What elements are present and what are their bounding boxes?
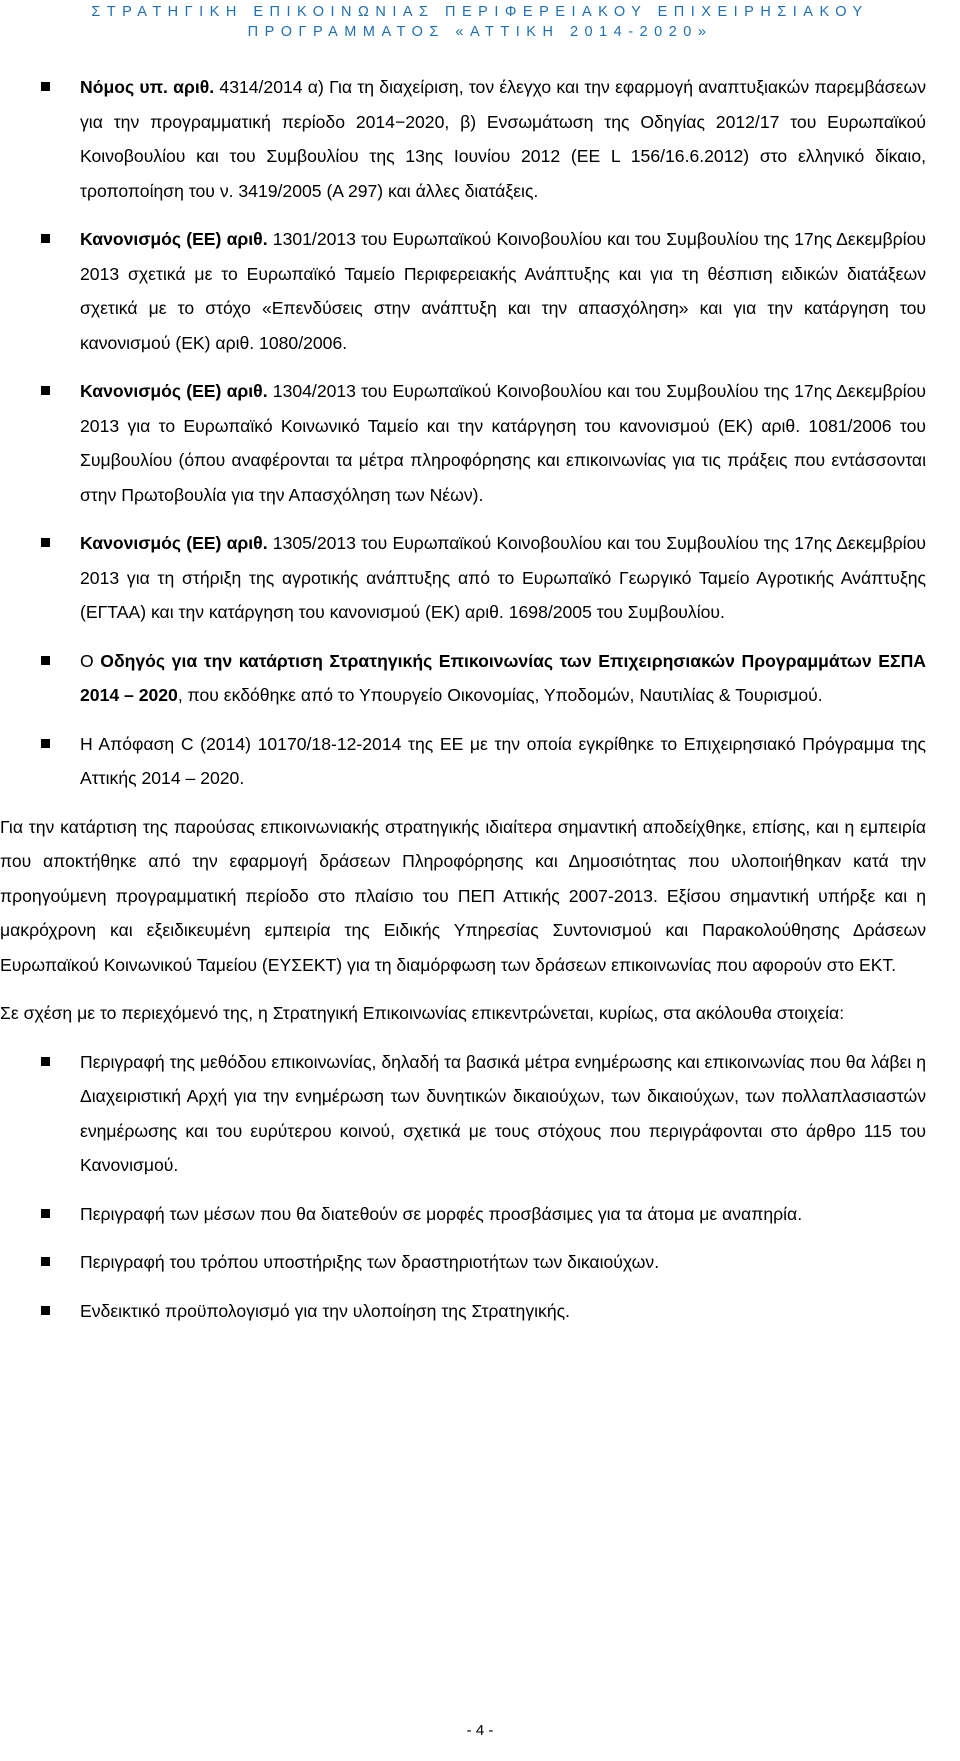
item-bold-lead: Κανονισμός (ΕΕ) αριθ. — [80, 229, 268, 249]
bullet-square-icon — [41, 234, 50, 243]
page-number: - 4 - — [466, 1722, 494, 1739]
item-text: 1304/2013 του Ευρωπαϊκού Κοινοβουλίου και του Συμβουλίου της 17ης Δεκεμβρίου 2013 για το Ευρωπαϊκό Κοινωνικό Ταμείο και την κατάργηση του κανονισμού (ΕΚ) αριθ. 1081/2006 του Συμβουλίου (όπου αναφέρονται τα μέτρα πληροφόρησης και επικοινωνίας για τις πράξεις που εντάσσονται στην Πρωτοβουλία για την Απασχόληση των Νέων). — [80, 381, 926, 505]
item-text: Περιγραφή του τρόπου υποστήριξης των δραστηριοτήτων των δικαιούχων. — [80, 1252, 660, 1272]
bullet-square-icon — [41, 1306, 50, 1315]
list-item — [0, 526, 960, 630]
item-text-pre: Ο — [80, 650, 101, 671]
item-text-post: , που εκδόθηκε από το Υπουργείο Οικονομίας, Υποδομών, Ναυτιλίας & Τουρισμού. — [177, 685, 823, 705]
legal-framework-list — [0, 70, 960, 796]
bullet-square-icon — [41, 739, 50, 748]
list-item — [0, 1294, 960, 1329]
item-text: Περιγραφή των μέσων που θα διατεθούν σε μορφές προσβάσιμες για τα άτομα με αναπηρία. — [80, 1203, 803, 1224]
bullet-square-icon — [41, 1209, 50, 1218]
list-item — [0, 1045, 960, 1183]
document-header — [0, 0, 960, 42]
paragraph-experience: Για την κατάρτιση της παρούσας επικοινωνιακής στρατηγικής ιδιαίτερα σημαντική αποδείχθηκε, επίσης, και η εμπειρία που αποκτήθηκε από την εφαρμογή δράσεων Πληροφόρησης και Δημοσιότητας που υλοποιήθηκαν κατά την προηγούμενη προγραμματική περίοδο στο πλαίσιο του ΠΕΠ Αττικής 2007-2013. Εξίσου σημαντική υπήρξε και η μακρόχρονη και εξειδικευμένη εμπειρία της Ειδικής Υπηρεσίας Συντονισμού και Παρακολούθησης Δράσεων Ευρωπαϊκού Κοινωνικού Ταμείου (ΕΥΣΕΚΤ) για τη διαμόρφωση των δράσεων επικοινωνίας που αφορούν στο ΕΚΤ. — [0, 816, 926, 975]
list-item — [0, 374, 960, 512]
item-text: Η Απόφαση C (2014) 10170/18-12-2014 της ΕΕ με την οποία εγκρίθηκε το Επιχειρησιακό Πρόγραμμα της Αττικής 2014 – 2020. — [80, 733, 926, 788]
item-bold-lead: Νόμος υπ. αριθ. — [80, 77, 215, 97]
page-body — [0, 70, 960, 1328]
bullet-square-icon — [41, 1057, 50, 1066]
list-item — [0, 1245, 960, 1280]
item-text: Ενδεικτικό προϋπολογισμό για την υλοποίηση της Στρατηγικής. — [80, 1300, 570, 1321]
paragraph-content-intro: Σε σχέση με το περιεχόμενό της, η Στρατηγική Επικοινωνίας επικεντρώνεται, κυρίως, στα ακόλουθα στοιχεία: — [0, 1003, 845, 1023]
bullet-square-icon — [41, 656, 50, 665]
item-text: 1301/2013 του Ευρωπαϊκού Κοινοβουλίου και του Συμβουλίου της 17ης Δεκεμβρίου 2013 σχετικά με το Ευρωπαϊκό Ταμείο Περιφερειακής Ανάπτυξης και για τη θέσπιση ειδικών διατάξεων σχετικά με το στόχο «Επενδύσεις στην ανάπτυξη και την απασχόληση» και για την κατάργηση του κανονισμού (ΕΚ) αριθ. 1080/2006. — [80, 229, 926, 353]
item-text: Περιγραφή της μεθόδου επικοινωνίας, δηλαδή τα βασικά μέτρα ενημέρωσης και επικοινωνίας που θα λάβει η Διαχειριστική Αρχή για την ενημέρωση των δυνητικών δικαιούχων, των δικαιούχων, των πολλαπλασιαστών ενημέρωσης και του ευρύτερου κοινού, σχετικά με τους στόχους που περιγράφονται στο άρθρο 115 του Κανονισμού. — [80, 1051, 926, 1175]
bullet-square-icon — [41, 538, 50, 547]
header-line-2: ΠΡΟΓΡΑΜΜΑΤΟΣ «ΑΤΤΙΚΗ 2014-2020» — [247, 24, 713, 40]
strategy-elements-list — [0, 1045, 960, 1329]
list-item — [0, 70, 960, 208]
list-item — [0, 727, 960, 796]
item-bold-lead: Κανονισμός (ΕΕ) αριθ. — [80, 533, 268, 553]
list-item — [0, 222, 960, 360]
item-bold-lead: Κανονισμός (ΕΕ) αριθ. — [80, 381, 268, 401]
item-text: 4314/2014 α) Για τη διαχείριση, τον έλεγχο και την εφαρμογή αναπτυξιακών παρεμβάσεων για την προγραμματική περίοδο 2014−2020, β) Ενσωμάτωση της Οδηγίας 2012/17 του Ευρωπαϊκού Κοινοβουλίου και του Συμβουλίου της 13ης Ιουνίου 2012 (ΕΕ L 156/16.6.2012) στο ελληνικό δίκαιο, τροποποίηση του ν. 3419/2005 (Α 297) και άλλες διατάξεις. — [80, 77, 926, 201]
header-line-1: ΣΤΡΑΤΗΓΙΚΗ ΕΠΙΚΟΙΝΩΝΙΑΣ ΠΕΡΙΦΕΡΕΙΑΚΟΥ ΕΠΙΧΕΙΡΗΣΙΑΚΟΥ — [91, 4, 869, 20]
bullet-square-icon — [41, 82, 50, 91]
list-item — [0, 1197, 960, 1232]
bullet-square-icon — [41, 386, 50, 395]
bullet-square-icon — [41, 1257, 50, 1266]
item-text: 1305/2013 του Ευρωπαϊκού Κοινοβουλίου και του Συμβουλίου της 17ης Δεκεμβρίου 2013 για τη στήριξη της αγροτικής ανάπτυξης από το Ευρωπαϊκό Γεωργικό Ταμείο Αγροτικής Ανάπτυξης (ΕΓΤΑΑ) και την κατάργηση του κανονισμού (ΕΚ) αριθ. 1698/2005 του Συμβουλίου. — [80, 533, 926, 622]
item-bold-title: Οδηγός για την κατάρτιση Στρατηγικής Επικοινωνίας των Επιχειρησιακών Προγραμμάτων ΕΣΠΑ 2014 – 2020 — [80, 650, 926, 705]
list-item — [0, 644, 960, 713]
